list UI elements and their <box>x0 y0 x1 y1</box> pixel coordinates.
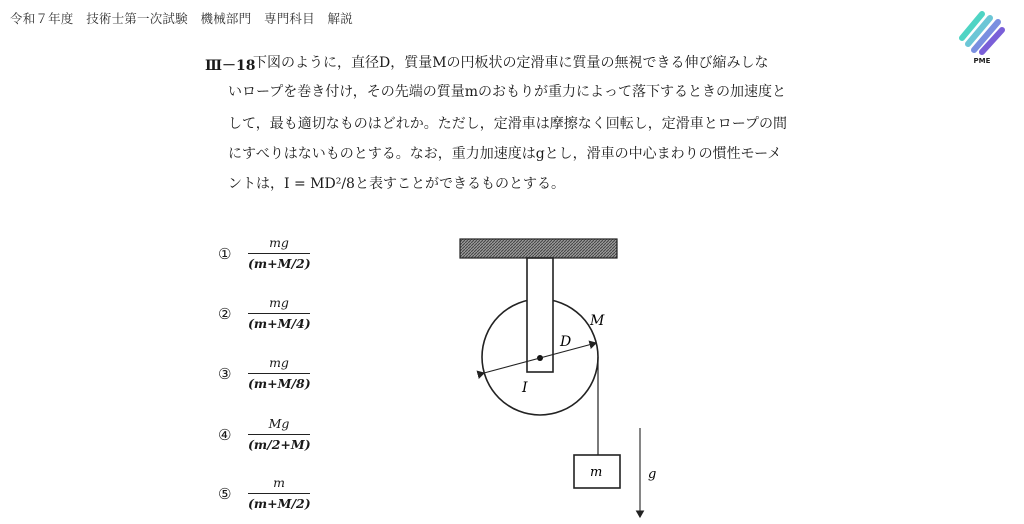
numerator: mg <box>269 355 289 370</box>
numerator: m <box>273 475 285 490</box>
question-line-5: ントは，I = MD²/8と表すことができるものとする。 <box>228 176 565 192</box>
denominator: (m+M/2) <box>248 496 311 511</box>
breadcrumb: 令和７年度 技術士第一次試験 機械部門 専門科目 解説 <box>10 11 353 26</box>
label-I: I <box>522 380 528 396</box>
denominator: (m+M/2) <box>248 256 311 271</box>
question-line-1: 下図のように，直径D，質量Mの円板状の定滑車に質量の無視できる伸び縮みしな <box>253 55 769 71</box>
denominator: (m+M/8) <box>248 376 311 391</box>
question-line-4: にすべりはないものとする。なお，重力加速度はgとし，滑車の中心まわりの慣性モーメ <box>228 146 782 162</box>
choice-number: ③ <box>218 365 232 383</box>
label-m: m <box>590 465 603 480</box>
question-number: Ⅲ－18 <box>205 58 256 74</box>
numerator: mg <box>269 235 289 250</box>
choice-number: ⑤ <box>218 485 232 503</box>
logo-text: PME <box>973 57 991 65</box>
numerator: mg <box>269 295 289 310</box>
label-D: D <box>560 334 572 350</box>
denominator: (m+M/4) <box>248 316 311 331</box>
choice-number: ④ <box>218 426 232 444</box>
question-line-3: して，最も適切なものはどれか。ただし，定滑車は摩擦なく回転し，定滑車とロープの間 <box>228 116 788 132</box>
question-line-2: いロープを巻き付け，その先端の質量mのおもりが重力によって落下するときの加速度と <box>228 84 787 100</box>
label-g: g <box>648 467 657 482</box>
denominator: (m/2+M) <box>248 437 311 452</box>
label-M: M <box>590 313 605 329</box>
pulley-bracket <box>527 258 553 372</box>
ceiling-support <box>460 239 617 258</box>
numerator: Mg <box>268 416 290 431</box>
choice-number: ① <box>218 245 232 263</box>
choice-number: ② <box>218 305 232 323</box>
